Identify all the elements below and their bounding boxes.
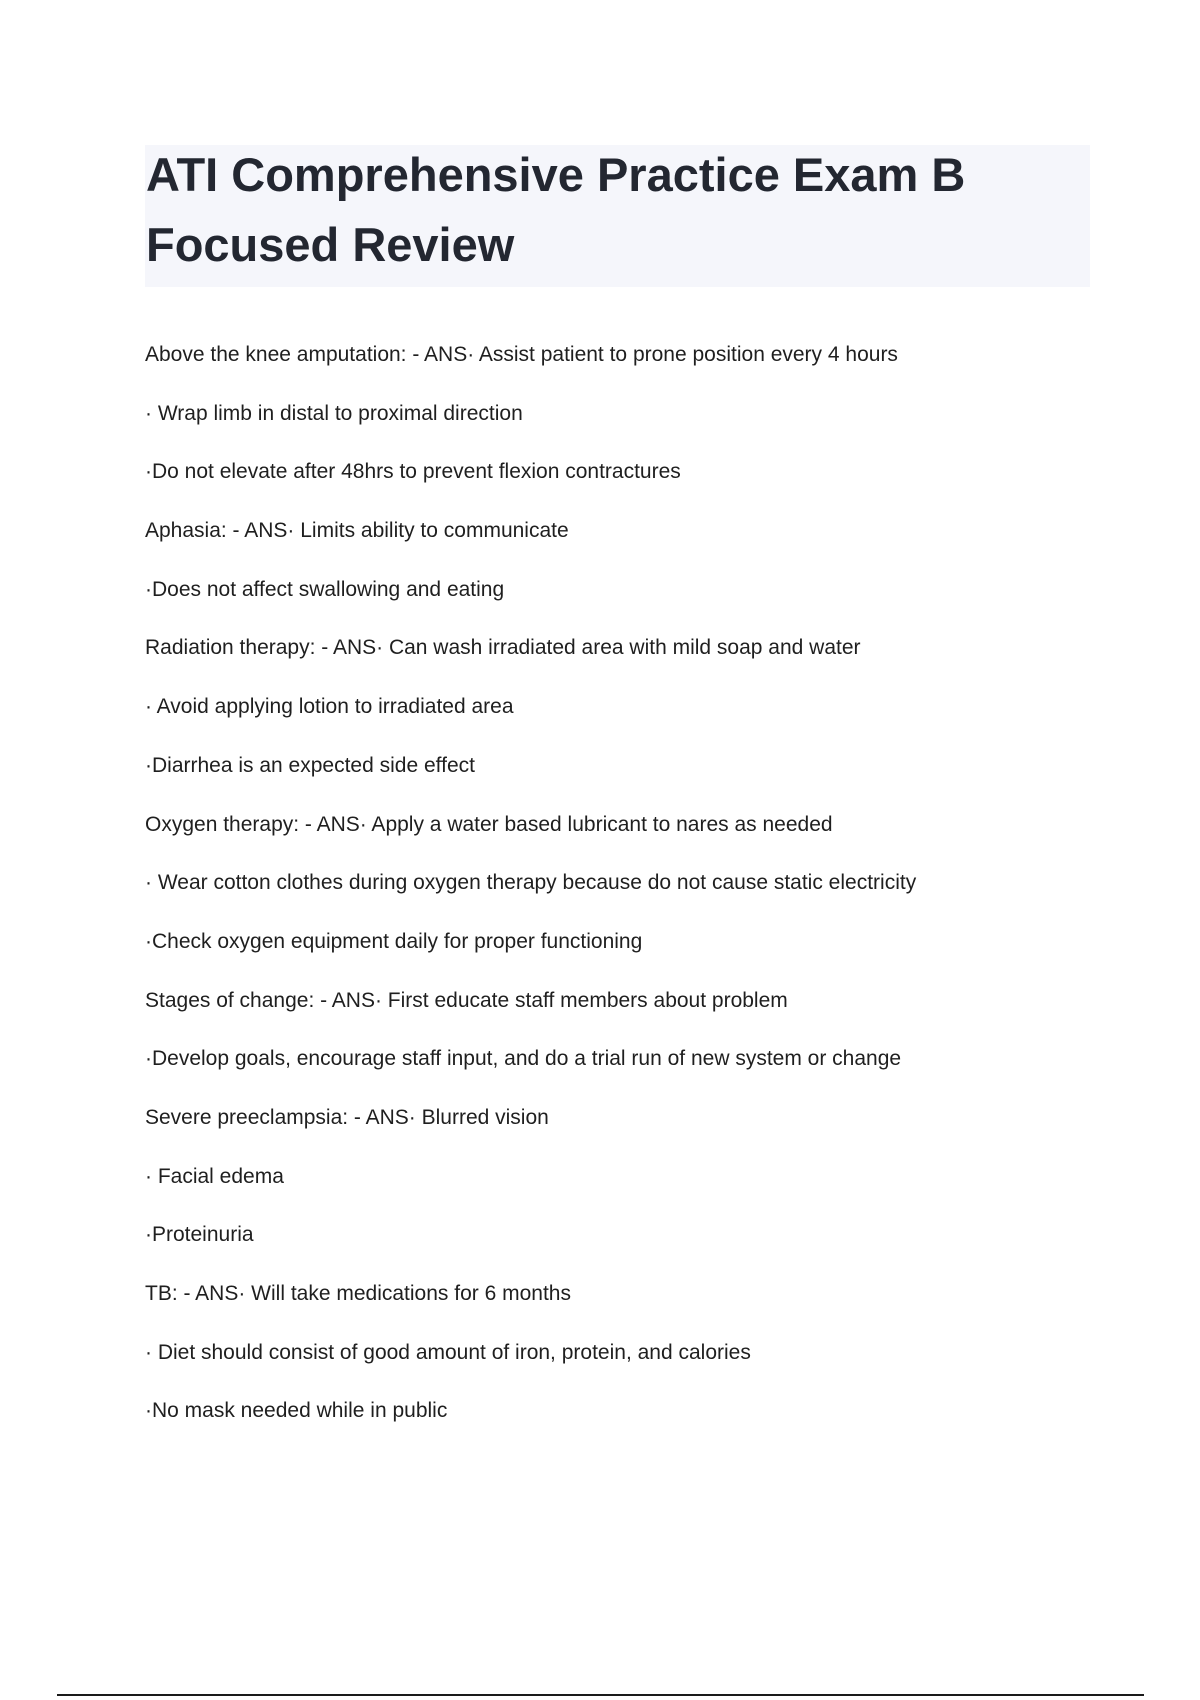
title-block — [145, 145, 1090, 287]
review-line: Stages of change: - ANS· First educate staff members about problem — [145, 988, 788, 1012]
review-line: Aphasia: - ANS· Limits ability to communicate — [145, 519, 569, 543]
document-title-line-1: ATI Comprehensive Practice Exam B — [146, 148, 966, 201]
review-line: Above the knee amputation: - ANS· Assist patient to prone position every 4 hours — [145, 343, 898, 366]
review-lines — [145, 340, 1125, 1455]
review-line: Severe preeclampsia: - ANS· Blurred vision — [145, 1105, 549, 1129]
review-line: ·Do not elevate after 48hrs to prevent flexion contractures — [145, 460, 681, 484]
review-line: ·Develop goals, encourage staff input, and do a trial run of new system or change — [145, 1047, 902, 1071]
review-line: · Wear cotton clothes during oxygen therapy because do not cause static electricity — [145, 871, 917, 895]
review-line: Radiation therapy: - ANS· Can wash irradiated area with mild soap and water — [145, 636, 861, 660]
review-line: · Facial edema — [145, 1164, 284, 1188]
review-line: TB: - ANS· Will take medications for 6 months — [145, 1282, 571, 1305]
review-line: Oxygen therapy: - ANS· Apply a water based lubricant to nares as needed — [145, 812, 833, 836]
footer-rule — [57, 1694, 1144, 1696]
review-line: ·Does not affect swallowing and eating — [145, 577, 505, 601]
document-title-line-2: Focused Review — [146, 218, 515, 271]
review-line: · Avoid applying lotion to irradiated area — [145, 695, 514, 719]
review-line: ·Check oxygen equipment daily for proper functioning — [145, 929, 643, 953]
review-line: ·No mask needed while in public — [145, 1399, 448, 1423]
review-line: · Wrap limb in distal to proximal direction — [145, 401, 523, 425]
review-line: ·Diarrhea is an expected side effect — [145, 753, 475, 777]
review-line: ·Proteinuria — [145, 1223, 254, 1247]
review-line: · Diet should consist of good amount of iron, protein, and calories — [145, 1340, 751, 1364]
